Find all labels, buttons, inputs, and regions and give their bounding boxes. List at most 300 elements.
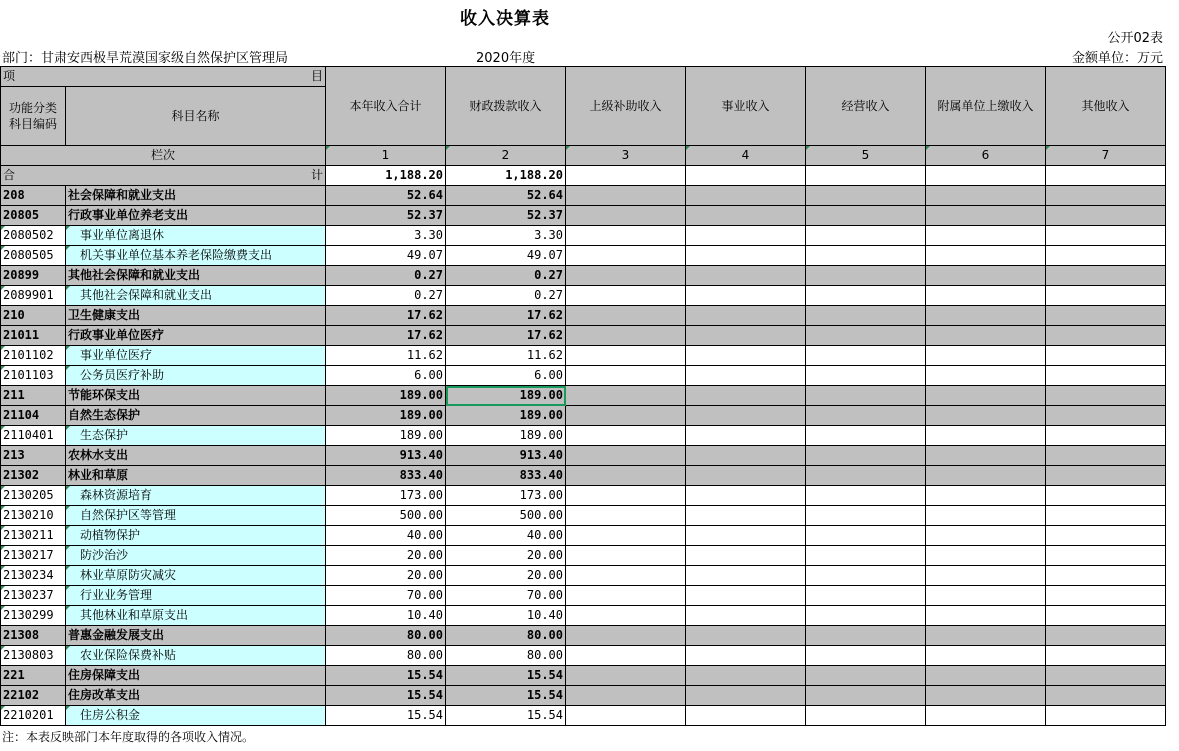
- amount-cell[interactable]: 20.00: [446, 546, 566, 566]
- name-cell[interactable]: 机关事业单位基本养老保险缴费支出: [66, 246, 326, 266]
- empty-cell[interactable]: [1046, 566, 1166, 586]
- empty-cell[interactable]: [566, 526, 686, 546]
- empty-cell[interactable]: [1046, 546, 1166, 566]
- name-cell[interactable]: 防沙治沙: [66, 546, 326, 566]
- table-row: [1, 346, 1166, 366]
- amount-cell[interactable]: 80.00: [446, 646, 566, 666]
- empty-cell[interactable]: [686, 606, 806, 626]
- code-cell[interactable]: 2110401: [1, 426, 66, 446]
- name-cell[interactable]: 林业草原防灾减灾: [66, 566, 326, 586]
- empty-cell[interactable]: [686, 386, 806, 406]
- empty-cell[interactable]: [686, 246, 806, 266]
- empty-cell[interactable]: [1046, 386, 1166, 406]
- empty-cell[interactable]: [926, 406, 1046, 426]
- amount-cell[interactable]: 17.62: [326, 326, 446, 346]
- empty-cell[interactable]: [926, 526, 1046, 546]
- total-cell[interactable]: 1,188.20: [326, 166, 446, 186]
- code-cell[interactable]: 2080505: [1, 246, 66, 266]
- lanci-row: [1, 146, 1166, 166]
- empty-cell[interactable]: [926, 386, 1046, 406]
- name-cell[interactable]: 住房改革支出: [66, 686, 326, 706]
- empty-cell[interactable]: [686, 486, 806, 506]
- amount-cell[interactable]: 189.00: [446, 386, 566, 406]
- empty-cell[interactable]: [926, 666, 1046, 686]
- table-row: [1, 306, 1166, 326]
- empty-cell[interactable]: [566, 286, 686, 306]
- empty-cell[interactable]: [686, 326, 806, 346]
- amount-cell[interactable]: 70.00: [446, 586, 566, 606]
- empty-cell[interactable]: [686, 366, 806, 386]
- table-row: [1, 206, 1166, 226]
- amount-cell[interactable]: 17.62: [326, 306, 446, 326]
- amount-cell[interactable]: 189.00: [446, 426, 566, 446]
- amount-cell[interactable]: 80.00: [446, 626, 566, 646]
- empty-cell[interactable]: [566, 686, 686, 706]
- amount-cell[interactable]: 17.62: [446, 306, 566, 326]
- code-cell[interactable]: 211: [1, 386, 66, 406]
- amount-cell[interactable]: 189.00: [326, 406, 446, 426]
- name-cell[interactable]: 社会保障和就业支出: [66, 186, 326, 206]
- empty-cell[interactable]: [806, 466, 926, 486]
- code-cell[interactable]: 213: [1, 446, 66, 466]
- empty-cell[interactable]: [686, 306, 806, 326]
- empty-cell[interactable]: [926, 246, 1046, 266]
- empty-cell[interactable]: [806, 366, 926, 386]
- empty-cell[interactable]: [686, 266, 806, 286]
- empty-cell[interactable]: [806, 546, 926, 566]
- year-label: 2020年度: [476, 51, 536, 66]
- code-cell[interactable]: 2130210: [1, 506, 66, 526]
- code-cell[interactable]: 2130803: [1, 646, 66, 666]
- name-cell[interactable]: 其他林业和草原支出: [66, 606, 326, 626]
- code-cell[interactable]: 2080502: [1, 226, 66, 246]
- col-header-1[interactable]: 本年收入合计: [326, 67, 446, 146]
- empty-cell[interactable]: [806, 306, 926, 326]
- name-cell[interactable]: 事业单位离退休: [66, 226, 326, 246]
- name-cell[interactable]: 其他社会保障和就业支出: [66, 286, 326, 306]
- empty-cell[interactable]: [566, 646, 686, 666]
- empty-cell[interactable]: [566, 546, 686, 566]
- amount-cell[interactable]: 3.30: [446, 226, 566, 246]
- empty-cell[interactable]: [926, 226, 1046, 246]
- empty-cell[interactable]: [686, 186, 806, 206]
- amount-cell[interactable]: 189.00: [326, 426, 446, 446]
- empty-cell[interactable]: [566, 186, 686, 206]
- empty-cell[interactable]: [566, 346, 686, 366]
- code-cell[interactable]: 210: [1, 306, 66, 326]
- empty-cell[interactable]: [686, 626, 806, 646]
- name-cell[interactable]: 农林水支出: [66, 446, 326, 466]
- code-cell[interactable]: 22102: [1, 686, 66, 706]
- name-cell[interactable]: 节能环保支出: [66, 386, 326, 406]
- empty-cell[interactable]: [1046, 446, 1166, 466]
- table-row: [1, 566, 1166, 586]
- amount-cell[interactable]: 173.00: [326, 486, 446, 506]
- table-row: [1, 606, 1166, 626]
- code-cell[interactable]: 2101103: [1, 366, 66, 386]
- empty-cell[interactable]: [926, 586, 1046, 606]
- empty-cell[interactable]: [1046, 206, 1166, 226]
- empty-cell[interactable]: [1046, 346, 1166, 366]
- empty-cell[interactable]: [566, 326, 686, 346]
- empty-cell[interactable]: [806, 246, 926, 266]
- empty-cell[interactable]: [566, 406, 686, 426]
- amount-cell[interactable]: 52.37: [446, 206, 566, 226]
- table-row: [1, 666, 1166, 686]
- empty-cell[interactable]: [1046, 306, 1166, 326]
- col-header-5[interactable]: 经营收入: [806, 67, 926, 146]
- code-cell[interactable]: 20805: [1, 206, 66, 226]
- name-cell[interactable]: 卫生健康支出: [66, 306, 326, 326]
- amount-cell[interactable]: 833.40: [326, 466, 446, 486]
- amount-cell[interactable]: 0.27: [326, 286, 446, 306]
- empty-cell[interactable]: [566, 466, 686, 486]
- empty-cell[interactable]: [806, 506, 926, 526]
- table-row: [1, 386, 1166, 406]
- empty-cell[interactable]: [566, 266, 686, 286]
- name-cell[interactable]: 事业单位医疗: [66, 346, 326, 366]
- empty-cell[interactable]: [806, 666, 926, 686]
- empty-cell[interactable]: [926, 566, 1046, 586]
- empty-cell[interactable]: [566, 626, 686, 646]
- empty-cell[interactable]: [806, 586, 926, 606]
- amount-cell[interactable]: 913.40: [326, 446, 446, 466]
- table-row: [1, 286, 1166, 306]
- empty-cell[interactable]: [926, 306, 1046, 326]
- code-cell[interactable]: 2130211: [1, 526, 66, 546]
- empty-cell[interactable]: [566, 366, 686, 386]
- empty-cell[interactable]: [566, 166, 686, 186]
- table-row: [1, 186, 1166, 206]
- empty-cell[interactable]: [686, 346, 806, 366]
- code-cell[interactable]: 20899: [1, 266, 66, 286]
- table-row: [1, 626, 1166, 646]
- empty-cell[interactable]: [1046, 606, 1166, 626]
- name-cell[interactable]: 行政事业单位养老支出: [66, 206, 326, 226]
- name-cell[interactable]: 住房保障支出: [66, 666, 326, 686]
- amount-cell[interactable]: 15.54: [326, 666, 446, 686]
- empty-cell[interactable]: [1046, 666, 1166, 686]
- code-cell[interactable]: 2130299: [1, 606, 66, 626]
- name-cell[interactable]: 自然保护区等管理: [66, 506, 326, 526]
- empty-cell[interactable]: [686, 166, 806, 186]
- table-row: [1, 406, 1166, 426]
- empty-cell[interactable]: [806, 526, 926, 546]
- code-cell[interactable]: 21104: [1, 406, 66, 426]
- empty-cell[interactable]: [686, 566, 806, 586]
- empty-cell[interactable]: [806, 446, 926, 466]
- amount-cell[interactable]: 189.00: [326, 386, 446, 406]
- empty-cell[interactable]: [1046, 706, 1166, 726]
- empty-cell[interactable]: [806, 226, 926, 246]
- empty-cell[interactable]: [806, 606, 926, 626]
- empty-cell[interactable]: [566, 506, 686, 526]
- amount-cell[interactable]: 173.00: [446, 486, 566, 506]
- page-title: 收入决算表: [460, 9, 550, 29]
- table-row: [1, 686, 1166, 706]
- empty-cell[interactable]: [566, 386, 686, 406]
- amount-cell[interactable]: 15.54: [446, 686, 566, 706]
- lanci-label: 栏次: [1, 146, 326, 166]
- empty-cell[interactable]: [926, 706, 1046, 726]
- amount-cell[interactable]: 52.37: [326, 206, 446, 226]
- table-row: [1, 486, 1166, 506]
- col-header-7[interactable]: 其他收入: [1046, 67, 1166, 146]
- empty-cell[interactable]: [926, 606, 1046, 626]
- empty-cell[interactable]: [806, 266, 926, 286]
- empty-cell[interactable]: [806, 566, 926, 586]
- empty-cell[interactable]: [926, 626, 1046, 646]
- empty-cell[interactable]: [806, 686, 926, 706]
- empty-cell[interactable]: [926, 446, 1046, 466]
- empty-cell[interactable]: [926, 266, 1046, 286]
- total-cell[interactable]: 1,188.20: [446, 166, 566, 186]
- table-row: [1, 646, 1166, 666]
- amount-cell[interactable]: 17.62: [446, 326, 566, 346]
- empty-cell[interactable]: [686, 666, 806, 686]
- empty-cell[interactable]: [806, 186, 926, 206]
- empty-cell[interactable]: [686, 286, 806, 306]
- empty-cell[interactable]: [806, 706, 926, 726]
- empty-cell[interactable]: [926, 286, 1046, 306]
- empty-cell[interactable]: [806, 646, 926, 666]
- code-header[interactable]: 功能分类 科目编码: [1, 87, 66, 146]
- empty-cell[interactable]: [1046, 166, 1166, 186]
- amount-cell[interactable]: 40.00: [326, 526, 446, 546]
- table-row: [1, 706, 1166, 726]
- table-row: [1, 586, 1166, 606]
- amount-cell[interactable]: 20.00: [326, 566, 446, 586]
- xiang-mu-header: 项 目: [1, 67, 326, 87]
- amount-cell[interactable]: 15.54: [446, 666, 566, 686]
- empty-cell[interactable]: [686, 446, 806, 466]
- col-header-2[interactable]: 财政拨款收入: [446, 67, 566, 146]
- amount-cell[interactable]: 3.30: [326, 226, 446, 246]
- name-cell[interactable]: 住房公积金: [66, 706, 326, 726]
- amount-cell[interactable]: 52.64: [446, 186, 566, 206]
- empty-cell[interactable]: [686, 406, 806, 426]
- name-cell[interactable]: 公务员医疗补助: [66, 366, 326, 386]
- empty-cell[interactable]: [806, 346, 926, 366]
- name-cell[interactable]: 生态保护: [66, 426, 326, 446]
- empty-cell[interactable]: [566, 426, 686, 446]
- name-cell[interactable]: 行政事业单位医疗: [66, 326, 326, 346]
- empty-cell[interactable]: [1046, 246, 1166, 266]
- empty-cell[interactable]: [926, 646, 1046, 666]
- code-cell[interactable]: 2130237: [1, 586, 66, 606]
- empty-cell[interactable]: [1046, 366, 1166, 386]
- amount-cell[interactable]: 500.00: [326, 506, 446, 526]
- code-cell[interactable]: 21011: [1, 326, 66, 346]
- empty-cell[interactable]: [926, 486, 1046, 506]
- code-cell[interactable]: 21302: [1, 466, 66, 486]
- table-row: [1, 226, 1166, 246]
- col-number: 3: [566, 146, 686, 166]
- empty-cell[interactable]: [806, 486, 926, 506]
- empty-cell[interactable]: [566, 566, 686, 586]
- code-cell[interactable]: 2101102: [1, 346, 66, 366]
- empty-cell[interactable]: [1046, 406, 1166, 426]
- empty-cell[interactable]: [926, 466, 1046, 486]
- empty-cell[interactable]: [926, 506, 1046, 526]
- empty-cell[interactable]: [926, 426, 1046, 446]
- amount-cell[interactable]: 913.40: [446, 446, 566, 466]
- name-cell[interactable]: 其他社会保障和就业支出: [66, 266, 326, 286]
- amount-cell[interactable]: 49.07: [326, 246, 446, 266]
- empty-cell[interactable]: [806, 166, 926, 186]
- code-cell[interactable]: 2130234: [1, 566, 66, 586]
- amount-cell[interactable]: 20.00: [446, 566, 566, 586]
- empty-cell[interactable]: [1046, 626, 1166, 646]
- amount-cell[interactable]: 15.54: [326, 706, 446, 726]
- empty-cell[interactable]: [806, 286, 926, 306]
- amount-cell[interactable]: 0.27: [446, 266, 566, 286]
- col-number: 1: [326, 146, 446, 166]
- empty-cell[interactable]: [566, 226, 686, 246]
- empty-cell[interactable]: [566, 206, 686, 226]
- amount-cell[interactable]: 189.00: [446, 406, 566, 426]
- empty-cell[interactable]: [1046, 586, 1166, 606]
- empty-cell[interactable]: [806, 426, 926, 446]
- code-cell[interactable]: 2130205: [1, 486, 66, 506]
- empty-cell[interactable]: [566, 586, 686, 606]
- empty-cell[interactable]: [926, 326, 1046, 346]
- empty-cell[interactable]: [806, 626, 926, 646]
- amount-cell[interactable]: 0.27: [326, 266, 446, 286]
- name-cell[interactable]: 农业保险保费补贴: [66, 646, 326, 666]
- amount-cell[interactable]: 500.00: [446, 506, 566, 526]
- table-row: [1, 326, 1166, 346]
- empty-cell[interactable]: [926, 346, 1046, 366]
- empty-cell[interactable]: [686, 526, 806, 546]
- name-header[interactable]: 科目名称: [66, 87, 326, 146]
- code-cell[interactable]: 208: [1, 186, 66, 206]
- empty-cell[interactable]: [1046, 186, 1166, 206]
- empty-cell[interactable]: [926, 686, 1046, 706]
- empty-cell[interactable]: [1046, 486, 1166, 506]
- amount-cell[interactable]: 40.00: [446, 526, 566, 546]
- col-header-6[interactable]: 附属单位上缴收入: [926, 67, 1046, 146]
- code-cell[interactable]: 2130217: [1, 546, 66, 566]
- empty-cell[interactable]: [1046, 646, 1166, 666]
- code-cell[interactable]: 2089901: [1, 286, 66, 306]
- empty-cell[interactable]: [926, 186, 1046, 206]
- empty-cell[interactable]: [686, 546, 806, 566]
- amount-cell[interactable]: 52.64: [326, 186, 446, 206]
- empty-cell[interactable]: [566, 666, 686, 686]
- col-number: 2: [446, 146, 566, 166]
- amount-cell[interactable]: 11.62: [326, 346, 446, 366]
- amount-cell[interactable]: 80.00: [326, 626, 446, 646]
- amount-cell[interactable]: 15.54: [326, 686, 446, 706]
- amount-cell[interactable]: 6.00: [326, 366, 446, 386]
- empty-cell[interactable]: [1046, 686, 1166, 706]
- table-row: [1, 246, 1166, 266]
- doc-number: 公开02表: [1107, 31, 1163, 46]
- empty-cell[interactable]: [806, 206, 926, 226]
- empty-cell[interactable]: [1046, 426, 1166, 446]
- total-right: 计: [310, 168, 323, 182]
- empty-cell[interactable]: [686, 706, 806, 726]
- empty-cell[interactable]: [806, 386, 926, 406]
- empty-cell[interactable]: [566, 246, 686, 266]
- total-label: [1, 166, 326, 186]
- table-row: [1, 266, 1166, 286]
- amount-cell[interactable]: 6.00: [446, 366, 566, 386]
- empty-cell[interactable]: [926, 166, 1046, 186]
- amount-cell[interactable]: 833.40: [446, 466, 566, 486]
- empty-cell[interactable]: [686, 466, 806, 486]
- total-row: [1, 166, 1166, 186]
- amount-cell[interactable]: 70.00: [326, 586, 446, 606]
- amount-cell[interactable]: 49.07: [446, 246, 566, 266]
- empty-cell[interactable]: [926, 206, 1046, 226]
- empty-cell[interactable]: [566, 446, 686, 466]
- col-number: 7: [1046, 146, 1166, 166]
- empty-cell[interactable]: [926, 366, 1046, 386]
- empty-cell[interactable]: [1046, 266, 1166, 286]
- name-cell[interactable]: 森林资源培育: [66, 486, 326, 506]
- amount-cell[interactable]: 10.40: [446, 606, 566, 626]
- table-row: [1, 446, 1166, 466]
- total-left: 合: [3, 168, 16, 182]
- empty-cell[interactable]: [806, 406, 926, 426]
- table-row: [1, 506, 1166, 526]
- col-header-4[interactable]: 事业收入: [686, 67, 806, 146]
- empty-cell[interactable]: [1046, 526, 1166, 546]
- name-cell[interactable]: 行业业务管理: [66, 586, 326, 606]
- amount-cell[interactable]: 20.00: [326, 546, 446, 566]
- empty-cell[interactable]: [686, 646, 806, 666]
- empty-cell[interactable]: [1046, 466, 1166, 486]
- code-cell[interactable]: 2210201: [1, 706, 66, 726]
- empty-cell[interactable]: [566, 306, 686, 326]
- empty-cell[interactable]: [566, 606, 686, 626]
- name-cell[interactable]: 自然生态保护: [66, 406, 326, 426]
- col-number: 5: [806, 146, 926, 166]
- empty-cell[interactable]: [926, 546, 1046, 566]
- code-cell[interactable]: 21308: [1, 626, 66, 646]
- col-number: 4: [686, 146, 806, 166]
- empty-cell[interactable]: [686, 206, 806, 226]
- empty-cell[interactable]: [566, 486, 686, 506]
- empty-cell[interactable]: [686, 586, 806, 606]
- code-cell[interactable]: 221: [1, 666, 66, 686]
- empty-cell[interactable]: [1046, 506, 1166, 526]
- name-cell[interactable]: 动植物保护: [66, 526, 326, 546]
- name-cell[interactable]: 林业和草原: [66, 466, 326, 486]
- col-header-3[interactable]: 上级补助收入: [566, 67, 686, 146]
- empty-cell[interactable]: [566, 706, 686, 726]
- empty-cell[interactable]: [686, 426, 806, 446]
- empty-cell[interactable]: [1046, 226, 1166, 246]
- amount-cell[interactable]: 0.27: [446, 286, 566, 306]
- unit-label: 金额单位：万元: [1071, 51, 1163, 66]
- table-row: [1, 426, 1166, 446]
- empty-cell[interactable]: [686, 506, 806, 526]
- amount-cell[interactable]: 10.40: [326, 606, 446, 626]
- amount-cell[interactable]: 15.54: [446, 706, 566, 726]
- col-number: 6: [926, 146, 1046, 166]
- amount-cell[interactable]: 80.00: [326, 646, 446, 666]
- empty-cell[interactable]: [1046, 286, 1166, 306]
- amount-cell[interactable]: 11.62: [446, 346, 566, 366]
- empty-cell[interactable]: [1046, 326, 1166, 346]
- empty-cell[interactable]: [806, 326, 926, 346]
- empty-cell[interactable]: [686, 226, 806, 246]
- empty-cell[interactable]: [686, 686, 806, 706]
- name-cell[interactable]: 普惠金融发展支出: [66, 626, 326, 646]
